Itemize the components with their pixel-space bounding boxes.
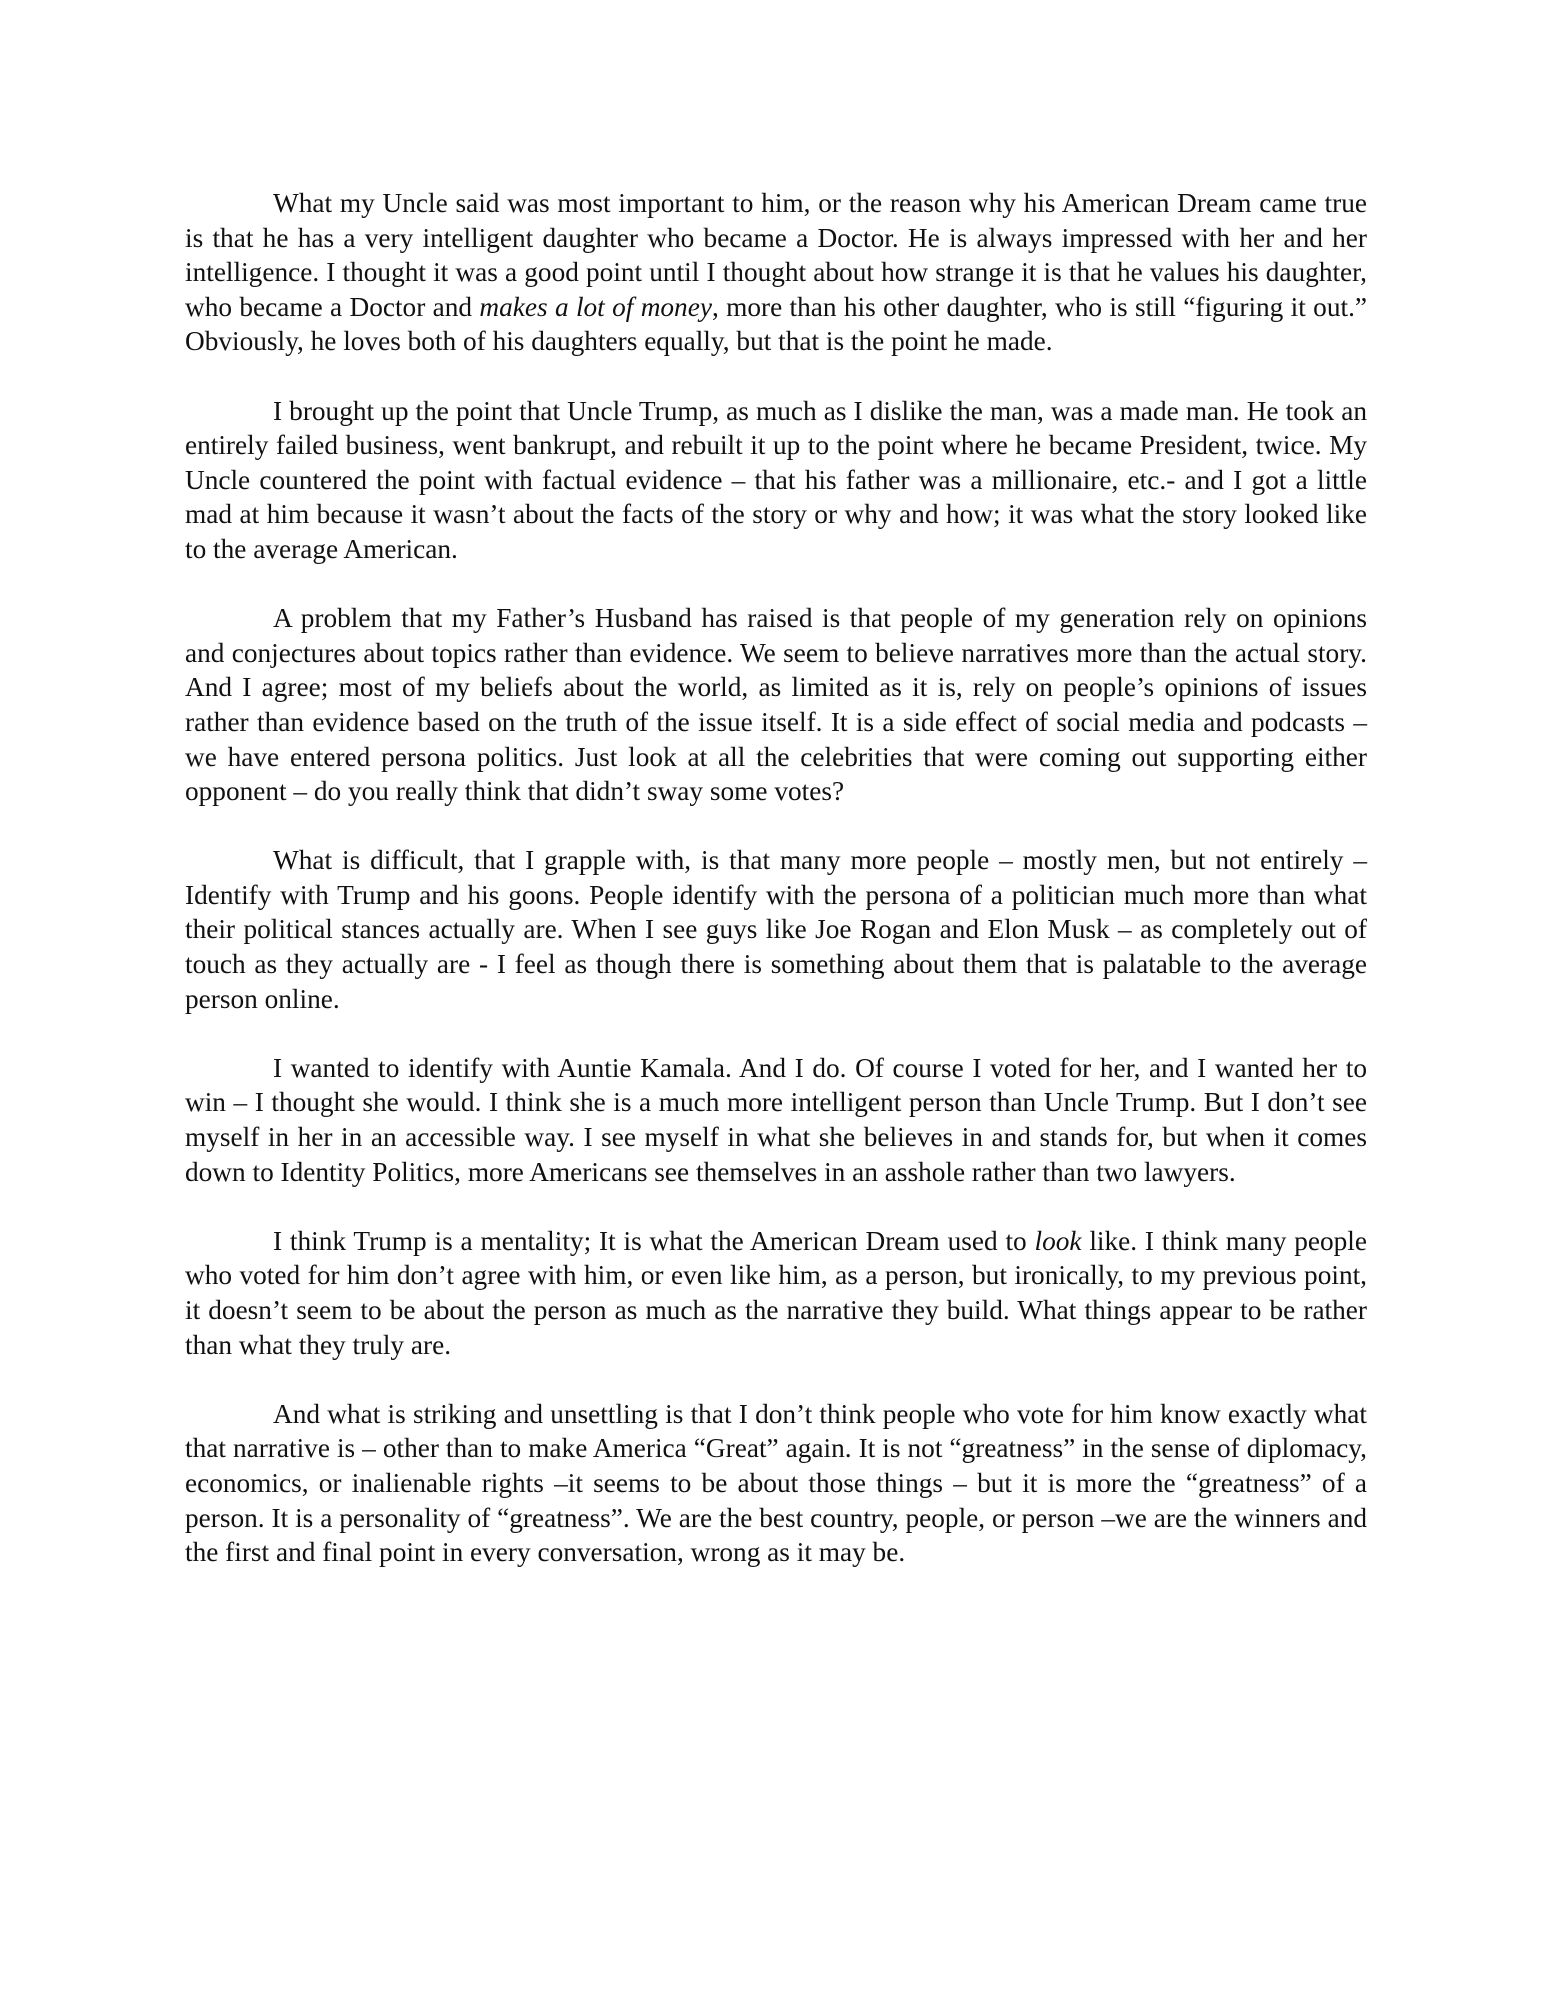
paragraph-1-emphasis: makes a lot of money <box>479 291 712 322</box>
paragraph-1 <box>185 186 1367 359</box>
paragraph-2: I brought up the point that Uncle Trump, as much as I dislike the man, was a made man. He took an entirely failed business, went bankrupt, and rebuilt it up to the point where he became President, twice. My Uncle countered the point with factual evidence – that his father was a millionaire, etc.- and I got a little mad at him because it wasn’t about the facts of the story or why and how; it was what the story looked like to the average American. <box>185 395 1367 564</box>
paragraph-6-text-end: like. I think many people who voted for him don’t agree with him, or even like him, as a person, but ironically, to my previous point, it doesn’t seem to be about the person as much as the narrative they build. What things appear to be rather than what they truly are. <box>185 1225 1367 1360</box>
paragraph-6 <box>185 1224 1367 1362</box>
paragraph-3: A problem that my Father’s Husband has raised is that people of my generation rely on opinions and conjectures about topics rather than evidence. We seem to believe narratives more than the actual story. And I agree; most of my beliefs about the world, as limited as it is, rely on people’s opinions of issues rather than evidence based on the truth of the issue itself. It is a side effect of social media and podcasts – we have entered persona politics. Just look at all the celebrities that were coming out supporting either opponent – do you really think that didn’t sway some votes? <box>185 603 1367 807</box>
paragraph-7: And what is striking and unsettling is that I don’t think people who vote for him know exactly what that narrative is – other than to make America “Great” again. It is not “greatness” in the sense of diplomacy, economics, or inalienable rights –it seems to be about those things – but it is more the “greatness” of a person. It is a personality of “greatness”. We are the best country, people, or person –we are the winners and the first and final point in every conversation, wrong as it may be. <box>185 1398 1367 1568</box>
paragraph-6-text-start: I think Trump is a mentality; It is what the American Dream used to <box>273 1225 1035 1256</box>
paragraph-1-text-end: , more than his other daughter, who is still “figuring it out.” Obviously, he loves both of his daughters equally, but that is the point he made. <box>185 291 1368 357</box>
paragraph-5: I wanted to identify with Auntie Kamala. And I do. Of course I voted for her, and I wanted her to win – I thought she would. I think she is a much more intelligent person than Uncle Trump. But I don’t see myself in her in an accessible way. I see myself in what she believes in and stands for, but when it comes down to Identity Politics, more Americans see themselves in an asshole rather than two lawyers. <box>185 1052 1367 1187</box>
document-body <box>185 186 1367 1604</box>
paragraph-1-text-start: What my Uncle said was most important to him, or the reason why his American Dream came true is that he has a very intelligent daughter who became a Doctor. He is always impressed with her and her intelligence. I thought it was a good point until I thought about how strange it is that he values his daughter, who became a Doctor and <box>185 188 1367 322</box>
paragraph-6-emphasis: look <box>1034 1225 1082 1256</box>
paragraph-4: What is difficult, that I grapple with, is that many more people – mostly men, but not entirely – Identify with Trump and his goons. People identify with the persona of a politician much more than what their political stances actually are. When I see guys like Joe Rogan and Elon Musk – as completely out of touch as they actually are - I feel as though there is something about them that is palatable to the average person online. <box>185 845 1367 1014</box>
